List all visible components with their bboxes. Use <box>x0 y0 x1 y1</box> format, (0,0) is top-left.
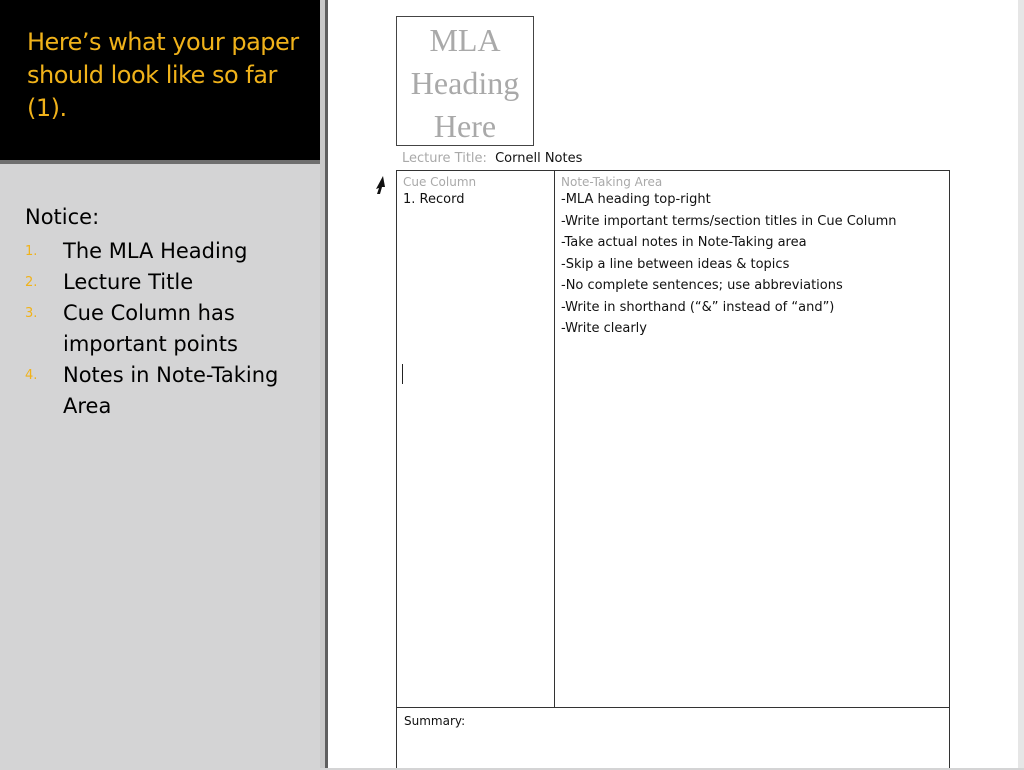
note-taking-header: Note-Taking Area <box>561 175 663 189</box>
cue-column-header: Cue Column <box>403 175 477 189</box>
note-line: -Write important terms/section titles in Cue Column <box>561 213 897 229</box>
mla-line: Heading <box>410 65 520 101</box>
note-taking-area <box>555 171 949 707</box>
summary-label: Summary: <box>404 714 466 728</box>
notice-item-text: Notes in Note-Taking Area <box>63 363 279 418</box>
cornell-notes-grid <box>396 170 950 768</box>
lecture-title-label: Lecture Title: <box>402 151 487 166</box>
notice-item-number: 2. <box>25 275 38 290</box>
document-right-margin <box>1018 0 1024 768</box>
mla-heading-box <box>396 16 534 146</box>
notice-item <box>25 267 315 298</box>
note-line: -MLA heading top-right <box>561 192 711 207</box>
mla-line: MLA <box>429 22 501 58</box>
notice-item-text: Cue Column has important points <box>63 301 238 356</box>
notice-item-number: 4. <box>25 368 38 383</box>
note-line: -No complete sentences; use abbreviations <box>561 278 843 293</box>
slide-title-box <box>0 0 320 160</box>
cue-item: 1. Record <box>403 192 465 207</box>
lecture-title-row <box>402 151 582 166</box>
notice-label: Notice: <box>25 205 100 229</box>
slide-title: Here’s what your paper should look like so far (1). <box>27 28 299 122</box>
notice-item <box>25 298 315 360</box>
notice-item-number: 1. <box>25 244 38 259</box>
note-line: -Take actual notes in Note-Taking area <box>561 235 807 250</box>
note-line: -Write clearly <box>561 321 647 336</box>
notice-list <box>25 236 315 422</box>
notice-item-text: Lecture Title <box>63 270 194 294</box>
lecture-title-value: Cornell Notes <box>495 151 583 166</box>
cue-column <box>397 171 555 707</box>
notice-item-number: 3. <box>25 306 38 321</box>
notice-item <box>25 236 315 267</box>
note-line: -Write in shorthand (“&” instead of “and”) <box>561 299 835 315</box>
mouse-pointer-icon <box>374 175 386 195</box>
summary-section <box>397 707 949 770</box>
notice-item-text: The MLA Heading <box>63 239 248 263</box>
notice-item <box>25 360 315 422</box>
text-cursor-icon <box>402 364 403 384</box>
note-line: -Skip a line between ideas & topics <box>561 256 790 272</box>
mla-line: Here <box>433 108 497 144</box>
